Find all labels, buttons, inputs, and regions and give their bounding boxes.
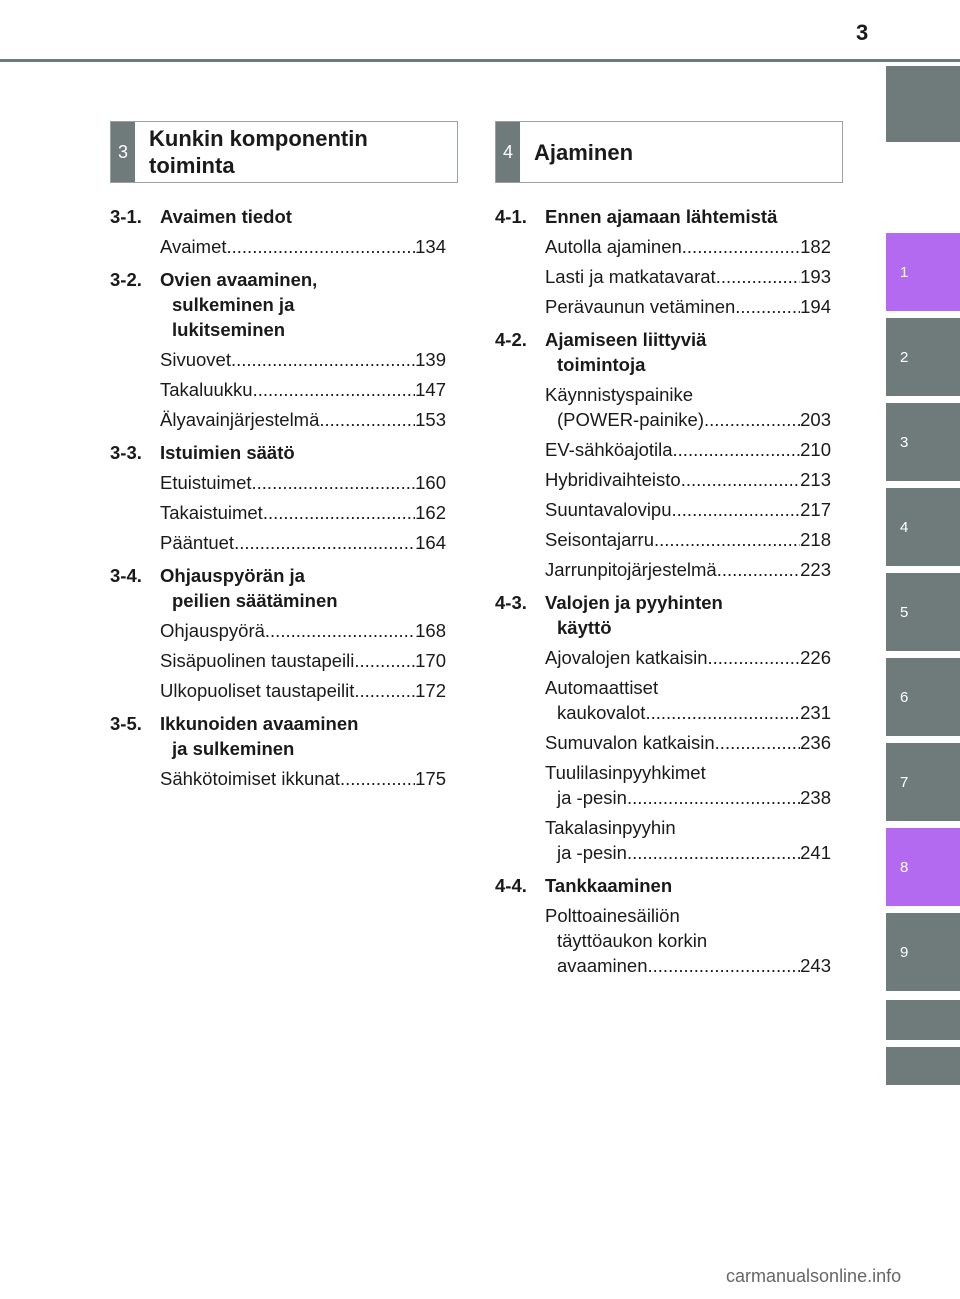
toc-entry-label: Perävaunun vetäminen	[545, 296, 736, 317]
toc-group-title: Ajamiseen liittyviä toimintoja	[545, 329, 707, 375]
toc-group-number: 3-1.	[110, 206, 142, 227]
toc-leader-dots	[253, 377, 416, 402]
toc-entry[interactable]	[495, 527, 831, 552]
toc-leader-dots	[265, 618, 415, 643]
toc-leader-dots	[354, 678, 415, 703]
toc-group-number: 3-3.	[110, 442, 142, 463]
toc-group-heading	[495, 327, 831, 377]
toc-entry[interactable]	[110, 766, 446, 791]
toc-entry-page: 213	[800, 469, 831, 490]
toc-leader-dots	[627, 785, 800, 810]
toc-group	[110, 267, 446, 432]
toc-entry[interactable]	[110, 407, 446, 432]
toc-entry[interactable]	[110, 347, 446, 372]
toc-entry-label: Sumuvalon katkaisin	[545, 732, 715, 753]
watermark: carmanualsonline.info	[726, 1266, 902, 1286]
toc-entry-label: Ulkopuoliset taustapeilit	[160, 680, 355, 701]
toc-entry-label: Jarrunpitojärjestelmä	[545, 559, 717, 580]
toc-entry-page: 226	[800, 647, 831, 668]
toc-leader-dots	[231, 347, 415, 372]
toc-group	[495, 873, 831, 978]
toc-entry-label: Suuntavalovipu	[545, 499, 672, 520]
toc-group-title: Valojen ja pyyhinten käyttö	[545, 592, 723, 638]
toc-entry-page: 170	[415, 650, 446, 671]
toc-leader-dots	[717, 557, 800, 582]
section-header-3	[110, 121, 458, 183]
toc-leader-dots	[673, 437, 801, 462]
toc-group-heading	[110, 711, 446, 761]
toc-entry[interactable]	[110, 470, 446, 495]
section-number: 4	[496, 122, 520, 182]
chapter-tab-8[interactable]: 8	[886, 828, 960, 906]
toc-entry-page: 172	[415, 680, 446, 701]
toc-entry[interactable]	[495, 437, 831, 462]
toc-entry-label: Ohjauspyörä	[160, 620, 265, 641]
toc-entry-label: Sivuovet	[160, 349, 231, 370]
section-title: Ajaminen	[534, 139, 634, 165]
toc-entry-label: Takaluukku	[160, 379, 253, 400]
toc-group-heading	[110, 267, 446, 342]
page-number: 3	[856, 20, 869, 45]
toc-group-title: Istuimien säätö	[160, 442, 295, 463]
toc-group-heading	[495, 590, 831, 640]
toc-entry-page: 241	[800, 842, 831, 863]
toc-entry-page: 162	[415, 502, 446, 523]
toc-entry[interactable]	[495, 467, 831, 492]
toc-entry[interactable]	[495, 557, 831, 582]
toc-leader-dots	[654, 527, 800, 552]
toc-entry[interactable]	[495, 675, 831, 725]
toc-entry-label: Takaistuimet	[160, 502, 263, 523]
toc-leader-dots	[648, 953, 801, 978]
toc-leader-dots	[645, 700, 800, 725]
toc-group-title: Avaimen tiedot	[160, 206, 292, 227]
toc-entry[interactable]	[110, 530, 446, 555]
toc-group-number: 3-5.	[110, 713, 142, 734]
chapter-tab-blank-10[interactable]	[886, 1000, 960, 1040]
toc-group-title: Ohjauspyörän ja peilien säätäminen	[160, 565, 338, 611]
toc-group	[110, 563, 446, 703]
toc-group-number: 3-4.	[110, 565, 142, 586]
toc-entry-label: (POWER-painike)	[557, 409, 704, 430]
toc-entry-label: Tuulilasinpyyhkimet	[545, 762, 706, 783]
toc-entry-label: Lasti ja matkatavarat	[545, 266, 716, 287]
toc-leader-dots	[716, 264, 800, 289]
toc-entry-label: Automaattiset	[545, 677, 659, 698]
toc-entry-label: Etuistuimet	[160, 472, 252, 493]
chapter-tab-2[interactable]: 2	[886, 318, 960, 396]
toc-entry-label: ja -pesin	[557, 787, 627, 808]
toc-entry-page: 243	[800, 955, 831, 976]
chapter-tab-4[interactable]: 4	[886, 488, 960, 566]
toc-entry-page: 194	[800, 296, 831, 317]
toc-entry-page: 160	[415, 472, 446, 493]
toc-entry-label: Takalasinpyyhin	[545, 817, 676, 838]
toc-group-heading	[495, 204, 831, 229]
toc-entry[interactable]	[110, 234, 446, 259]
chapter-tab-9[interactable]: 9	[886, 913, 960, 991]
toc-leader-dots	[227, 234, 416, 259]
toc-entry-label: Autolla ajaminen	[545, 236, 682, 257]
toc-entry-page: 210	[800, 439, 831, 460]
toc-entry[interactable]	[110, 648, 446, 673]
toc-entry-page: 164	[415, 532, 446, 553]
toc-leader-dots	[682, 234, 800, 259]
toc-entry-label: Käynnistyspainike	[545, 384, 694, 405]
toc-group-number: 4-3.	[495, 592, 527, 613]
toc-entry-label: Avaimet	[160, 236, 227, 257]
toc-group	[495, 590, 831, 865]
toc-group-number: 4-2.	[495, 329, 527, 350]
toc-entry-label: EV-sähköajotila	[545, 439, 673, 460]
toc-entry-page: 147	[415, 379, 446, 400]
toc-entry-label: Pääntuet	[160, 532, 235, 553]
toc-entry[interactable]	[110, 618, 446, 643]
toc-group	[110, 711, 446, 791]
toc-entry[interactable]	[110, 500, 446, 525]
chapter-tab-6[interactable]: 6	[886, 658, 960, 736]
toc-group	[110, 204, 446, 259]
toc-entry-page: 168	[415, 620, 446, 641]
toc-entry-page: 134	[415, 236, 446, 257]
toc-entry[interactable]	[495, 645, 831, 670]
toc-leader-dots	[681, 467, 800, 492]
toc-entry-label: Sähkötoimiset ikkunat	[160, 768, 340, 789]
toc-entry[interactable]	[495, 264, 831, 289]
toc-leader-dots	[672, 497, 801, 522]
toc-leader-dots	[319, 407, 415, 432]
toc-entry-page: 203	[800, 409, 831, 430]
toc-group-title: Ovien avaaminen, sulkeminen ja lukitseminen	[160, 269, 318, 340]
toc-entry[interactable]	[110, 678, 446, 703]
chapter-tab-blank-11[interactable]	[886, 1047, 960, 1085]
toc-entry-page: 218	[800, 529, 831, 550]
toc-entry-page: 182	[800, 236, 831, 257]
toc-entry[interactable]	[495, 497, 831, 522]
toc-entry[interactable]	[495, 815, 831, 865]
chapter-tab-1[interactable]: 1	[886, 233, 960, 311]
toc-leader-dots	[252, 470, 416, 495]
chapter-tab-3[interactable]: 3	[886, 403, 960, 481]
toc-entry[interactable]	[110, 377, 446, 402]
toc-entry-page: 153	[415, 409, 446, 430]
toc-entry[interactable]	[495, 730, 831, 755]
toc-entry-page: 223	[800, 559, 831, 580]
toc-leader-dots	[707, 645, 800, 670]
toc-entry-page: 139	[415, 349, 446, 370]
toc-column-right	[495, 204, 831, 986]
toc-leader-dots	[735, 294, 800, 319]
toc-group-title: Tankkaaminen	[545, 875, 673, 896]
toc-entry-label: Seisontajarru	[545, 529, 655, 550]
toc-leader-dots	[704, 407, 800, 432]
toc-entry-page: 236	[800, 732, 831, 753]
toc-leader-dots	[263, 500, 415, 525]
toc-entry-page: 175	[415, 768, 446, 789]
toc-entry-label: Älyavainjärjestelmä	[160, 409, 320, 430]
toc-group-number: 3-2.	[110, 269, 142, 290]
toc-group-number: 4-4.	[495, 875, 527, 896]
toc-entry-label: Polttoainesäiliön	[545, 905, 680, 926]
toc-group-heading	[110, 204, 446, 229]
section-number: 3	[111, 122, 135, 182]
toc-entry-page: 238	[800, 787, 831, 808]
toc-entry-label: Hybridivaihteisto	[545, 469, 681, 490]
toc-group-title: Ennen ajamaan lähtemistä	[545, 206, 778, 227]
toc-group	[110, 440, 446, 555]
toc-entry-label: ja -pesin	[557, 842, 627, 863]
toc-entry-label: avaaminen	[557, 955, 648, 976]
toc-leader-dots	[627, 840, 800, 865]
toc-entry-label: täyttöaukon korkin	[557, 930, 708, 951]
toc-entry-label: Sisäpuolinen taustapeili	[160, 650, 355, 671]
toc-entry-label: kaukovalot	[557, 702, 646, 723]
toc-entry[interactable]	[495, 234, 831, 259]
toc-entry-page: 231	[800, 702, 831, 723]
toc-leader-dots	[340, 766, 415, 791]
toc-group	[495, 327, 831, 582]
toc-entry[interactable]	[495, 903, 831, 978]
toc-leader-dots	[234, 530, 415, 555]
toc-group-heading	[110, 563, 446, 613]
top-rule	[0, 59, 960, 62]
section-title: Kunkin komponentin toiminta	[149, 126, 368, 178]
toc-entry-page: 217	[800, 499, 831, 520]
toc-leader-dots	[354, 648, 415, 673]
toc-entry[interactable]	[495, 760, 831, 810]
toc-group	[495, 204, 831, 319]
toc-entry[interactable]	[495, 294, 831, 319]
toc-entry-page: 193	[800, 266, 831, 287]
chapter-tab-blank-0[interactable]	[886, 66, 960, 142]
chapter-tab-7[interactable]: 7	[886, 743, 960, 821]
chapter-tab-5[interactable]: 5	[886, 573, 960, 651]
toc-column-left	[110, 204, 446, 799]
toc-group-heading	[495, 873, 831, 898]
section-header-4	[495, 121, 843, 183]
toc-group-heading	[110, 440, 446, 465]
toc-entry[interactable]	[495, 382, 831, 432]
toc-group-number: 4-1.	[495, 206, 527, 227]
toc-entry-label: Ajovalojen katkaisin	[545, 647, 708, 668]
toc-leader-dots	[715, 730, 800, 755]
toc-group-title: Ikkunoiden avaaminen ja sulkeminen	[160, 713, 359, 759]
